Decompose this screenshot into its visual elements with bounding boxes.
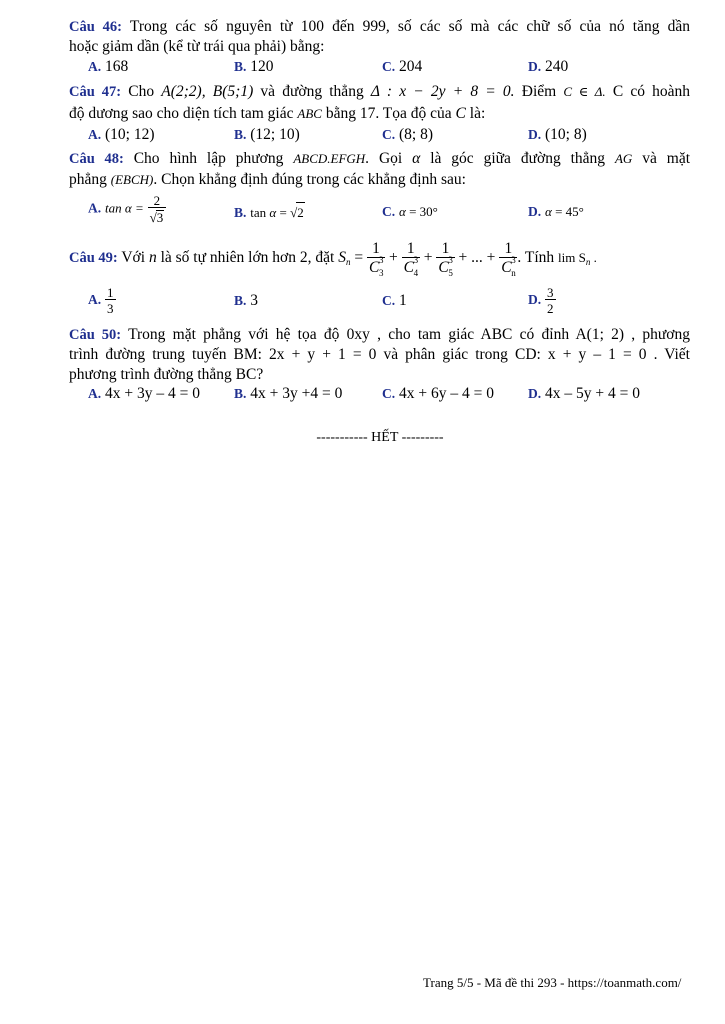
question-50: Câu 50: Trong mặt phẳng với hệ tọa độ 0xy , cho tam giác ABC có đỉnh A(1; 2) , phương (69, 326, 690, 343)
points-expression: A(2;2), B(5;1) (161, 83, 254, 100)
answer-a[interactable]: A. $\frac{1}{3}$ (88, 285, 114, 316)
question-text: hoặc giảm dần (kể từ trái qua phải) bằng: (69, 38, 325, 55)
question-48-line2: phẳng (EBCH). Chọn khẳng định đúng trong các khẳng định sau: (69, 171, 466, 188)
question-49: Câu 49: Với n là số tự nhiên lớn hơn 2, đặt $S_n$ = 1 C 3 3 + 1 C 3 4 + 1 C 3 5 + ... + 1 C 3 n . Tính $\lim S_n$ . (69, 240, 597, 278)
answer-a[interactable]: A. (10; 12) (88, 126, 155, 143)
answers-49 (88, 286, 708, 322)
page-footer: Trang 5/5 - Mã đề thi 293 - https://toanmath.com/ (423, 975, 682, 990)
question-47-line2: độ dương sao cho diện tích tam giác ABC bằng 17. Tọa độ của C là: (69, 105, 486, 122)
answer-c[interactable]: C. 1 (382, 292, 407, 309)
fraction: 1 C 3 5 (438, 240, 453, 278)
answer-d[interactable]: D. $\frac{3}{2}$ (528, 285, 554, 316)
answers-50 (88, 384, 708, 406)
fraction: 1 C 3 n (501, 240, 516, 278)
question-50-line3: phương trình đường thẳng BC? (69, 366, 264, 383)
fraction: $\frac{1}{3}$ (107, 285, 114, 316)
answers-48 (88, 194, 708, 230)
answer-a[interactable]: A. 4x + 3y – 4 = 0 (88, 385, 200, 402)
answer-d[interactable]: D. 4x – 5y + 4 = 0 (528, 385, 640, 402)
answer-d[interactable]: D. α = 45° (528, 204, 584, 219)
answer-b[interactable]: B. 3 (234, 292, 259, 309)
question-47: Câu 47: Cho A(2;2), B(5;1) và đường thẳng Δ : x − 2y + 8 = 0. Điểm C ∈ Δ. C có hoành (69, 83, 691, 100)
limit-expression: $\lim S_n$ . (558, 250, 597, 267)
answer-b[interactable]: B. 120 (234, 58, 274, 75)
answers-46 (88, 57, 708, 79)
question-50-line2: trình đường trung tuyến BM: 2x + y + 1 = 0 và phân giác trong CD: x + y – 1 = 0 . Viết (69, 346, 690, 363)
fraction: 1 C 3 4 (403, 240, 419, 278)
answer-b[interactable]: B. (12; 10) (234, 126, 300, 143)
question-text: Trong các số nguyên từ 100 đến 999, số các số mà các chữ số của nó tăng dần (129, 18, 690, 35)
answers-47 (88, 125, 708, 147)
answer-c[interactable]: C. 4x + 6y – 4 = 0 (382, 385, 494, 402)
answer-c[interactable]: C. (8; 8) (382, 126, 434, 143)
answer-a[interactable]: A. 168 (88, 58, 129, 75)
fraction: $\frac{3}{2}$ (547, 285, 554, 316)
question-label: Câu 46: (69, 19, 123, 35)
answer-d[interactable]: D. (10; 8) (528, 126, 587, 143)
answer-c[interactable]: C. 204 (382, 58, 423, 75)
answer-c[interactable]: C. α = 30° (382, 204, 438, 219)
answer-b[interactable]: B. tan α = √2 (234, 202, 305, 223)
sum-expression: $S_n$ (338, 249, 351, 267)
answer-b[interactable]: B. 4x + 3y +4 = 0 (234, 385, 343, 402)
line-equation: Δ : x − 2y + 8 = 0. (370, 83, 515, 100)
fraction: $\frac{2}{√3}$ (148, 194, 167, 224)
point-condition: C ∈ Δ. (563, 84, 606, 99)
question-48: Câu 48: Cho hình lập phương ABCD.EFGH. Gọi α là góc giữa đường thẳng AG và mặt (69, 150, 691, 167)
end-marker: ----------- HẾT --------- (316, 430, 444, 445)
fraction: 1 C 3 3 (368, 240, 384, 278)
answer-value: tan α = (105, 200, 144, 216)
answer-d[interactable]: D. 240 (528, 58, 569, 75)
question-46 (69, 17, 690, 37)
answer-a[interactable]: A. tan α = $\frac{2}{√3}$ (88, 194, 166, 224)
question-46-line2 (69, 37, 690, 57)
